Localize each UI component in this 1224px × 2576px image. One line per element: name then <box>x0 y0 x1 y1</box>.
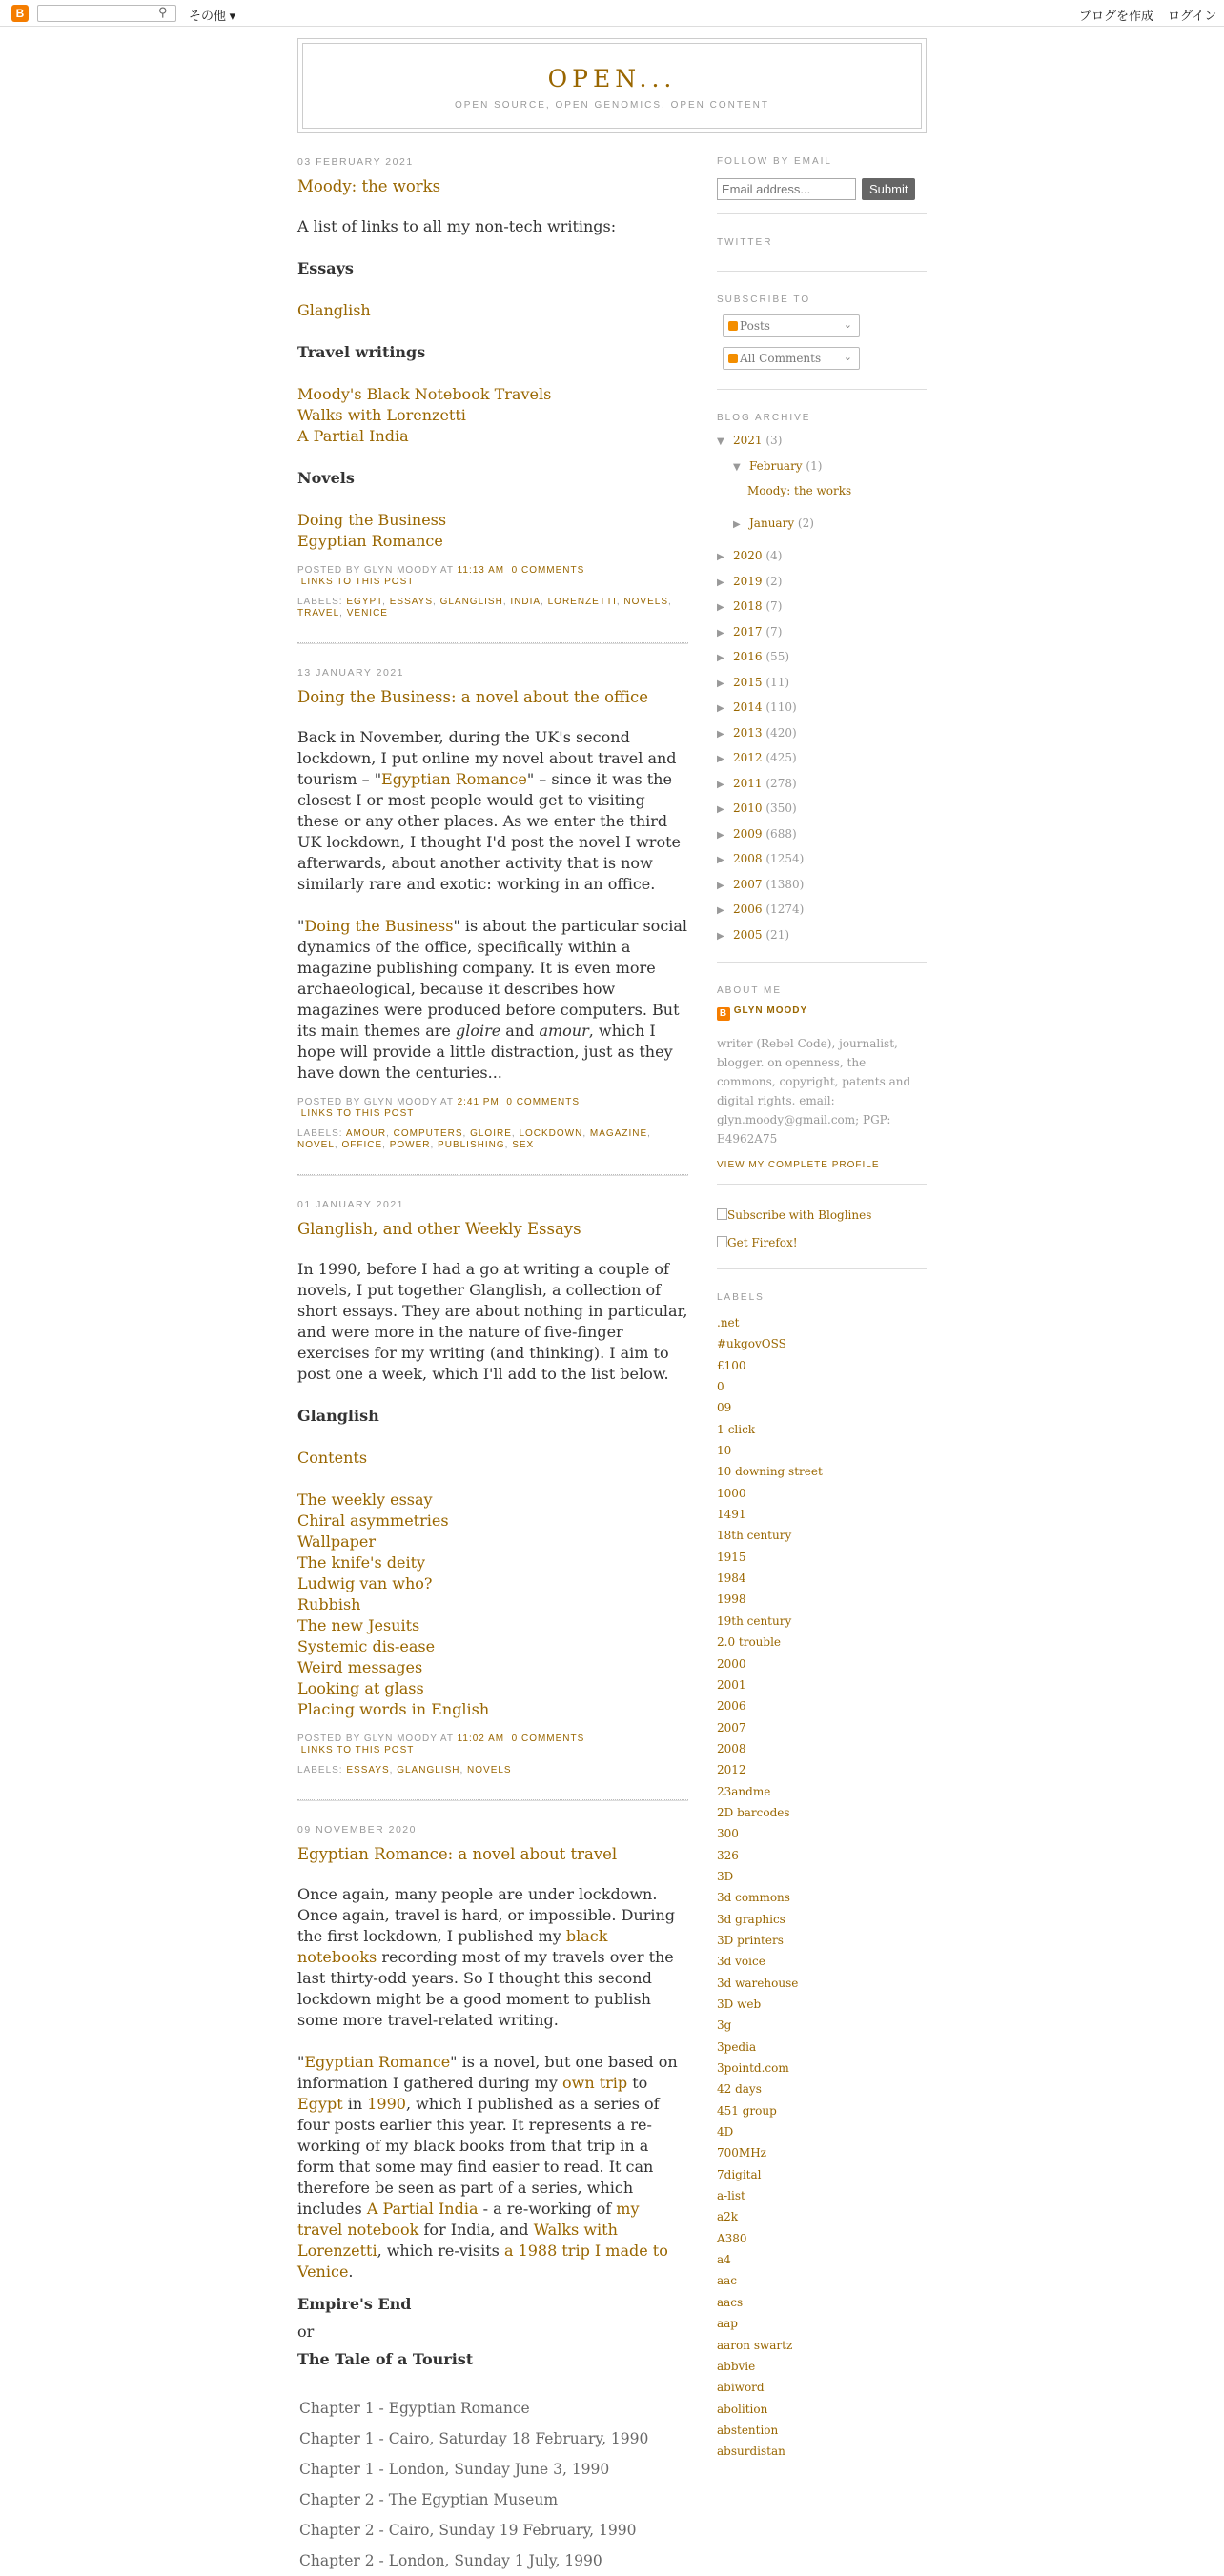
posted-by: POSTED BY GLYN MOODY AT <box>297 1734 454 1744</box>
label-link[interactable]: 451 group <box>717 2103 777 2118</box>
sidebar-divider <box>717 962 927 963</box>
label-link[interactable]: 18th century <box>717 1529 792 1543</box>
label-link[interactable]: £100 <box>717 1358 746 1372</box>
post-link[interactable]: Egyptian Romance <box>381 770 527 788</box>
toggle-closed-icon[interactable]: ▶ <box>717 855 724 865</box>
label-link[interactable]: 3d warehouse <box>717 1976 799 1990</box>
essay-link[interactable]: Weird messages <box>297 1658 423 1676</box>
label-link[interactable]: #ukgovOSS <box>717 1337 786 1351</box>
toggle-closed-icon[interactable]: ▶ <box>717 905 724 916</box>
archive-count: (2) <box>797 516 814 530</box>
post-link[interactable]: Moody's Black Notebook Travels <box>297 385 552 403</box>
label-link[interactable]: aac <box>717 2274 738 2288</box>
chapters-table <box>297 2393 650 2576</box>
toggle-closed-icon[interactable]: ▶ <box>717 728 724 740</box>
toggle-closed-icon[interactable]: ▶ <box>717 627 724 639</box>
blogger-logo-icon[interactable]: B <box>11 5 29 22</box>
view-profile-link[interactable]: VIEW MY COMPLETE PROFILE <box>717 1160 880 1170</box>
label-link[interactable]: 700MHz <box>717 2146 766 2160</box>
chapter-cell[interactable]: Chapter 2 - Cairo, Sunday 19 February, 1990 <box>299 2522 637 2539</box>
archive-year-link[interactable]: 2006 <box>733 903 763 916</box>
sidebar-divider <box>717 1268 927 1269</box>
post-label-link[interactable]: SEX <box>512 1140 535 1150</box>
labels-list <box>717 1312 927 2463</box>
post <box>297 667 688 1151</box>
toggle-closed-icon[interactable]: ▶ <box>717 577 724 588</box>
post-link[interactable]: a 1988 trip I made to Venice <box>297 2241 668 2281</box>
archive-year <box>717 822 927 848</box>
search-input[interactable] <box>37 5 176 22</box>
more-menu[interactable] <box>189 6 235 24</box>
toggle-closed-icon[interactable]: ▶ <box>717 653 724 663</box>
label-link[interactable]: A380 <box>717 2231 747 2245</box>
archive-year-link[interactable]: 2018 <box>733 599 763 613</box>
labels-heading: LABELS <box>717 1292 765 1303</box>
blog-header <box>297 38 927 133</box>
archive-year-link[interactable]: 2021 <box>733 434 763 447</box>
archive-count: (425) <box>765 751 797 764</box>
post-title[interactable]: Doing the Business: a novel about the office <box>297 688 649 706</box>
about-heading: ABOUT ME <box>717 985 783 996</box>
post-label-link[interactable]: NOVEL <box>297 1140 335 1150</box>
label-link[interactable]: 3g <box>717 2018 732 2033</box>
sidebar-divider <box>717 389 927 390</box>
label-link[interactable]: 3d commons <box>717 1891 790 1905</box>
archive-year <box>717 429 927 455</box>
toggle-closed-icon[interactable]: ▶ <box>717 880 724 891</box>
post-label-link[interactable]: COMPUTERS <box>393 1128 463 1139</box>
archive-year <box>717 721 927 747</box>
broken-image-icon <box>717 1236 727 1247</box>
chapter-cell[interactable]: Chapter 1 - Egyptian Romance <box>299 2400 530 2417</box>
rss-icon <box>728 321 738 331</box>
label-link[interactable]: 1998 <box>717 1592 746 1607</box>
archive-year-link[interactable]: 2010 <box>733 801 763 815</box>
post-link[interactable]: Egyptian Romance <box>297 532 443 550</box>
toggle-closed-icon[interactable]: ▶ <box>733 518 741 530</box>
archive-year <box>717 772 927 798</box>
toggle-closed-icon[interactable]: ▶ <box>717 779 724 790</box>
post-link[interactable]: Egypt <box>297 2095 343 2113</box>
sidebar-divider <box>717 213 927 214</box>
post-paragraph: Back in November, during the UK's second lockdown, I put online my novel about travel and tourism – "Egyptian Romance" – since it was the closest I or most people would get to visiting these or any other places. As we enter the third UK lockdown, I thought I'd post the novel I wrote afterwards, about another activity that is now similarly rare and exotic: working in an office. <box>297 728 681 893</box>
archive-year-link[interactable]: 2007 <box>733 877 763 891</box>
post-link[interactable]: Walks with Lorenzetti <box>297 2221 618 2260</box>
post-date: 03 FEBRUARY 2021 <box>297 156 414 168</box>
blog-title[interactable]: OPEN... <box>547 65 677 92</box>
navbar <box>0 0 1224 27</box>
post-time-link[interactable]: 11:02 AM <box>457 1734 505 1744</box>
labels-prefix: LABELS: <box>297 597 343 607</box>
post-footer <box>297 565 688 619</box>
post-link[interactable]: Egyptian Romance <box>304 2053 451 2071</box>
chevron-down-icon: ⌄ <box>843 351 852 363</box>
post-title[interactable]: Glanglish, and other Weekly Essays <box>297 1220 581 1238</box>
archive-count: (1380) <box>765 877 805 891</box>
email-input[interactable]: Email address... <box>717 178 856 200</box>
post-label-link[interactable]: INDIA <box>510 597 541 607</box>
post-label-link[interactable]: GLANGLISH <box>397 1765 460 1775</box>
comments-link[interactable]: 0 COMMENTS <box>511 1734 585 1744</box>
archive-month <box>717 512 927 538</box>
post-label-link[interactable]: NOVELS <box>467 1765 512 1775</box>
post-label-link[interactable]: NOVELS <box>623 597 668 607</box>
post-subheading: Novels <box>297 469 355 487</box>
archive-year <box>717 847 927 873</box>
post-label-link[interactable]: GLANGLISH <box>439 597 503 607</box>
label-link[interactable]: 42 days <box>717 2082 762 2097</box>
label-link[interactable]: 3pointd.com <box>717 2061 789 2076</box>
labels-prefix: LABELS: <box>297 1128 343 1139</box>
label-link[interactable]: 0 <box>717 1380 724 1394</box>
post-labels: LABELS: EGYPT, ESSAYS, GLANGLISH, INDIA, LORENZETTI, NOVELS, TRAVEL, VENICE <box>297 597 672 619</box>
about-name-link[interactable]: GLYN MOODY <box>733 1005 808 1016</box>
subscribe-heading: SUBSCRIBE TO <box>717 294 811 305</box>
essay-link[interactable]: Rubbish <box>297 1595 361 1613</box>
post <box>297 156 688 619</box>
toggle-closed-icon[interactable]: ▶ <box>717 602 724 613</box>
label-link[interactable]: absurdistan <box>717 2444 785 2459</box>
post-paragraph: Once again, many people are under lockdown. Once again, travel is hard, or impossible. During the first lockdown, I published my black notebooks recording most of my travels over the last thirty-odd years. So I thought this second lockdown might be a good moment to publish some more travel-related writing. <box>297 1885 676 2029</box>
post-divider <box>297 1799 688 1801</box>
archive-year <box>717 620 927 646</box>
essay-link[interactable]: Placing words in English <box>297 1700 490 1718</box>
archive-year <box>717 797 927 822</box>
archive-year <box>717 671 927 697</box>
archive-year-link[interactable]: 2005 <box>733 927 763 942</box>
archive-year <box>717 873 927 899</box>
post-subheading: Glanglish <box>297 1407 379 1425</box>
archive-count: (110) <box>765 700 797 714</box>
label-link[interactable]: 1984 <box>717 1572 746 1586</box>
blog-description: OPEN SOURCE, OPEN GENOMICS, OPEN CONTENT <box>454 100 770 111</box>
label-link[interactable]: 09 <box>717 1401 732 1415</box>
backlinks-link[interactable]: LINKS TO THIS POST <box>300 577 415 587</box>
twitter-heading: TWITTER <box>717 237 773 248</box>
post-link[interactable]: Walks with Lorenzetti <box>297 406 466 424</box>
label-link[interactable]: 3d graphics <box>717 1912 785 1926</box>
archive-year-link[interactable]: 2014 <box>733 700 763 714</box>
post-paragraph: "Doing the Business" is about the particular social dynamics of the office, specifically within a magazine publishing company. It is even more archaeological, because it describes how magazines were produced before computers. But its main themes are gloire and amour, which I hope will provide a little distraction, just as they have down the centuries... <box>297 917 688 1082</box>
table-row <box>297 2546 650 2576</box>
post-date: 13 JANUARY 2021 <box>297 667 405 679</box>
submit-button[interactable]: Submit <box>862 178 915 200</box>
post-label-link[interactable]: LORENZETTI <box>547 597 617 607</box>
post-label-link[interactable]: OFFICE <box>341 1140 383 1150</box>
follow-heading: FOLLOW BY EMAIL <box>717 156 832 167</box>
table-row <box>297 2454 650 2485</box>
post-label-link[interactable]: EGYPT <box>346 597 383 607</box>
label-link[interactable]: abbvie <box>717 2359 756 2373</box>
archive-year-link[interactable]: 2008 <box>733 852 763 865</box>
feed-label: All Comments <box>740 352 822 365</box>
backlinks-link[interactable]: LINKS TO THIS POST <box>300 1108 415 1119</box>
archive-count: (1254) <box>765 852 805 865</box>
book-subtitle: The Tale of a Tourist <box>297 2350 474 2368</box>
label-link[interactable]: aacs <box>717 2295 744 2309</box>
label-link[interactable]: .net <box>717 1316 740 1329</box>
essay-link[interactable]: Looking at glass <box>297 1679 424 1697</box>
post-title[interactable]: Egyptian Romance: a novel about travel <box>297 1845 618 1863</box>
post-label-link[interactable]: AMOUR <box>345 1128 387 1139</box>
post-link[interactable]: my travel notebook <box>297 2200 640 2239</box>
post-divider <box>297 642 688 644</box>
posted-by: POSTED BY GLYN MOODY AT <box>297 565 454 576</box>
label-link[interactable]: 3D printers <box>717 1933 784 1947</box>
essay-link[interactable]: Wallpaper <box>297 1532 376 1551</box>
post-link[interactable]: black notebooks <box>297 1927 608 1966</box>
post-label-link[interactable]: POWER <box>389 1140 431 1150</box>
firefox-link[interactable]: Get Firefox! <box>727 1236 798 1249</box>
essay-link[interactable]: The weekly essay <box>297 1491 433 1509</box>
feed-label: Posts <box>740 319 770 333</box>
label-link[interactable]: 23andme <box>717 1784 771 1798</box>
chapter-cell[interactable]: Chapter 2 - The Egyptian Museum <box>299 2491 559 2508</box>
label-link[interactable]: 1915 <box>717 1550 746 1564</box>
archive-year <box>717 544 927 570</box>
post-link[interactable]: Glanglish <box>297 301 371 319</box>
archive-count: (278) <box>765 776 797 790</box>
more-label: その他 <box>189 9 227 23</box>
label-link[interactable]: 1000 <box>717 1486 746 1500</box>
archive-year <box>717 570 927 596</box>
archive-count: (55) <box>765 650 790 663</box>
label-link[interactable]: 2006 <box>717 1699 746 1714</box>
chapter-cell[interactable]: Chapter 2 - London, Sunday 1 July, 1990 <box>299 2552 602 2569</box>
label-link[interactable]: a2k <box>717 2210 739 2224</box>
archive-year-link[interactable]: 2012 <box>733 751 763 764</box>
toggle-closed-icon[interactable]: ▶ <box>717 829 724 841</box>
follow-by-email-form <box>717 178 927 200</box>
archive-year <box>717 645 927 671</box>
post-link[interactable]: A Partial India <box>297 427 409 445</box>
label-link[interactable]: 3d voice <box>717 1955 765 1969</box>
essay-link[interactable]: Ludwig van who? <box>297 1574 433 1592</box>
archive-year <box>717 746 927 772</box>
archive-year-link[interactable]: 2013 <box>733 725 763 740</box>
archive-year <box>717 923 927 949</box>
archive-count: (688) <box>765 826 797 841</box>
label-link[interactable]: a4 <box>717 2253 731 2267</box>
post-divider <box>297 1174 688 1176</box>
label-link[interactable]: 3D web <box>717 1998 762 2011</box>
post-label-link[interactable]: GLOIRE <box>470 1128 512 1139</box>
feed-comments-dropdown[interactable] <box>723 347 860 370</box>
label-link[interactable]: 2008 <box>717 1741 746 1755</box>
label-link[interactable]: 10 <box>717 1444 732 1458</box>
post-link[interactable]: 1990 <box>367 2095 406 2113</box>
label-link[interactable]: 2D barcodes <box>717 1805 790 1819</box>
chapter-cell[interactable]: Chapter 1 - Cairo, Saturday 18 February, 1990 <box>299 2430 649 2447</box>
blog-archive <box>717 429 927 948</box>
broken-image-icon <box>717 1208 727 1220</box>
main-column <box>297 156 688 2576</box>
post-date: 09 NOVEMBER 2020 <box>297 1824 417 1836</box>
post-time-link[interactable]: 11:13 AM <box>457 565 505 576</box>
post-label-link[interactable]: PUBLISHING <box>438 1140 505 1150</box>
backlinks-link[interactable]: LINKS TO THIS POST <box>300 1745 415 1755</box>
sidebar-divider <box>717 1184 927 1185</box>
archive-year <box>717 696 927 721</box>
essay-link[interactable]: The knife's deity <box>297 1553 426 1572</box>
label-link[interactable]: 7digital <box>717 2167 762 2181</box>
label-link[interactable]: 2001 <box>717 1677 746 1692</box>
sidebar <box>717 156 927 2463</box>
post-label-link[interactable]: LOCKDOWN <box>519 1128 583 1139</box>
toggle-closed-icon[interactable]: ▶ <box>717 678 724 689</box>
archive-month-link[interactable]: January <box>749 516 795 530</box>
post-body <box>297 1884 688 2576</box>
label-link[interactable]: 2.0 trouble <box>717 1635 782 1650</box>
label-link[interactable]: 4D <box>717 2125 734 2140</box>
post-label-link[interactable]: ESSAYS <box>346 1765 390 1775</box>
toggle-closed-icon[interactable]: ▶ <box>717 804 724 815</box>
feed-posts-dropdown[interactable] <box>723 314 860 337</box>
archive-count: (7) <box>765 599 783 613</box>
archive-year-link[interactable]: 2011 <box>733 776 763 790</box>
label-link[interactable]: a-list <box>717 2189 745 2203</box>
comments-link[interactable]: 0 COMMENTS <box>511 565 585 576</box>
archive-year-link[interactable]: 2015 <box>733 675 763 689</box>
label-link[interactable]: 326 <box>717 1848 739 1862</box>
book-or: or <box>297 2322 315 2341</box>
post <box>297 1824 688 2576</box>
essay-link[interactable]: Systemic dis-ease <box>297 1637 436 1655</box>
label-link[interactable]: 3pedia <box>717 2039 757 2054</box>
post-link[interactable]: Doing the Business <box>297 511 447 529</box>
archive-year <box>717 595 927 620</box>
essay-link[interactable]: The new Jesuits <box>297 1616 420 1634</box>
label-link[interactable]: aaron swartz <box>717 2338 793 2352</box>
rss-icon <box>728 354 738 363</box>
bloglines-link[interactable]: Subscribe with Bloglines <box>727 1208 872 1222</box>
post-paragraph: A list of links to all my non-tech writings: <box>297 217 617 235</box>
post-link[interactable]: own trip <box>561 2074 628 2092</box>
post-label-link[interactable]: VENICE <box>346 608 388 619</box>
label-link[interactable]: 2007 <box>717 1720 746 1734</box>
archive-count: (21) <box>765 927 790 942</box>
archive-count: (1274) <box>765 903 805 916</box>
archive-count: (7) <box>765 624 783 639</box>
blog-header-inner <box>302 43 922 129</box>
post-labels: LABELS: ESSAYS, GLANGLISH, NOVELS <box>297 1765 512 1775</box>
archive-year <box>717 898 927 923</box>
archive-heading: BLOG ARCHIVE <box>717 413 811 423</box>
table-row <box>297 2393 650 2424</box>
post-link[interactable]: A Partial India <box>366 2200 479 2218</box>
post-date: 01 JANUARY 2021 <box>297 1199 405 1210</box>
post-footer <box>297 1097 688 1151</box>
post-paragraph: "Egyptian Romance" is a novel, but one based on information I gathered during my own trip to Egypt in 1990, which I published as a series of four posts earlier this year. It represents a re-working of my black books from that trip in a form that some may find easier to read. It can therefore be seen as part of a series, which includes A Partial India - a re-working of my travel notebook for India, and Walks with Lorenzetti, which re-visits a 1988 trip I made to Venice. <box>297 2053 678 2281</box>
essay-link[interactable]: Chiral asymmetries <box>297 1511 449 1530</box>
table-row <box>297 2515 650 2546</box>
toggle-closed-icon[interactable]: ▶ <box>717 754 724 764</box>
table-row <box>297 2424 650 2454</box>
archive-count: (3) <box>765 434 783 447</box>
search-icon[interactable]: ⚲ <box>158 5 168 19</box>
label-link[interactable]: 10 downing street <box>717 1465 823 1479</box>
post-time-link[interactable]: 2:41 PM <box>457 1097 500 1107</box>
post-link[interactable]: Contents <box>297 1449 368 1467</box>
book-title: Empire's End <box>297 2295 412 2313</box>
archive-post-link[interactable]: Moody: the works <box>747 484 852 497</box>
posted-by: POSTED BY GLYN MOODY AT <box>297 1097 454 1107</box>
create-blog-link[interactable]: ブログを作成 <box>1079 9 1154 23</box>
label-link[interactable]: 2012 <box>717 1763 746 1777</box>
toggle-closed-icon[interactable]: ▶ <box>717 552 724 562</box>
label-link[interactable]: aap <box>717 2317 738 2331</box>
post-title[interactable]: Moody: the works <box>297 177 441 195</box>
post <box>297 1199 688 1776</box>
archive-year-link[interactable]: 2016 <box>733 650 763 663</box>
about-name-row <box>717 1005 927 1021</box>
sidebar-divider <box>717 271 927 272</box>
post-body <box>297 727 688 1084</box>
label-link[interactable]: abstention <box>717 2423 779 2437</box>
archive-post <box>717 479 927 504</box>
labels-prefix: LABELS: <box>297 1765 343 1775</box>
post-paragraph: In 1990, before I had a go at writing a couple of novels, I put together Glanglish, a collection of short essays. They are about nothing in particular, and were more in the nature of five-finger exercises for my writing (and thinking). I aim to post one a week, which I'll add to the list below. <box>297 1260 688 1383</box>
label-link[interactable]: 1-click <box>717 1422 756 1436</box>
post-labels: LABELS: AMOUR, COMPUTERS, GLOIRE, LOCKDOWN, MAGAZINE, NOVEL, OFFICE, POWER, PUBLISHING, SEX <box>297 1128 651 1150</box>
label-link[interactable]: abolition <box>717 2402 768 2416</box>
about-text: writer (Rebel Code), journalist, blogger. on openness, the commons, copyright, patents and digital rights. email: glyn.moody@gmail.com; PGP: E4962A75 <box>717 1037 911 1146</box>
archive-count: (1) <box>806 458 823 473</box>
archive-count: (2) <box>765 574 783 588</box>
toggle-closed-icon[interactable]: ▶ <box>717 930 724 942</box>
post-body <box>297 216 688 552</box>
archive-year-link[interactable]: 2019 <box>733 574 763 588</box>
chapter-cell[interactable]: Chapter 1 - London, Sunday June 3, 1990 <box>299 2461 610 2478</box>
toggle-open-icon[interactable]: ▼ <box>717 436 724 447</box>
post-label-link[interactable]: TRAVEL <box>297 608 340 619</box>
archive-year-link[interactable]: 2017 <box>733 624 763 639</box>
post-label-link[interactable]: MAGAZINE <box>589 1128 648 1139</box>
archive-month-link[interactable]: February <box>749 458 803 473</box>
post-body <box>297 1259 688 1720</box>
archive-count: (420) <box>765 725 797 740</box>
blogger-profile-icon: B <box>717 1007 730 1021</box>
toggle-open-icon[interactable]: ▼ <box>733 461 741 473</box>
label-link[interactable]: 2000 <box>717 1656 746 1671</box>
archive-count: (350) <box>765 801 797 815</box>
archive-count: (11) <box>765 675 790 689</box>
badges <box>717 1202 927 1257</box>
label-link[interactable]: 19th century <box>717 1613 792 1628</box>
post-label-link[interactable]: ESSAYS <box>389 597 434 607</box>
post-link[interactable]: Doing the Business <box>304 917 454 935</box>
table-row <box>297 2485 650 2515</box>
post-subheading: Travel writings <box>297 343 426 361</box>
toggle-closed-icon[interactable]: ▶ <box>717 703 724 714</box>
archive-year-link[interactable]: 2009 <box>733 826 763 841</box>
archive-month <box>717 455 927 480</box>
post-subheading: Essays <box>297 259 354 277</box>
post-footer <box>297 1734 688 1776</box>
archive-count: (4) <box>765 549 783 562</box>
label-link[interactable]: 3D <box>717 1869 734 1883</box>
label-link[interactable]: 300 <box>717 1827 739 1841</box>
archive-year-link[interactable]: 2020 <box>733 549 763 562</box>
label-link[interactable]: abiword <box>717 2381 765 2395</box>
chevron-down-icon: ⌄ <box>843 318 852 331</box>
label-link[interactable]: 1491 <box>717 1508 746 1522</box>
caret-down-icon: ▾ <box>229 9 236 23</box>
login-link[interactable]: ログイン <box>1168 9 1217 23</box>
comments-link[interactable]: 0 COMMENTS <box>506 1097 581 1107</box>
